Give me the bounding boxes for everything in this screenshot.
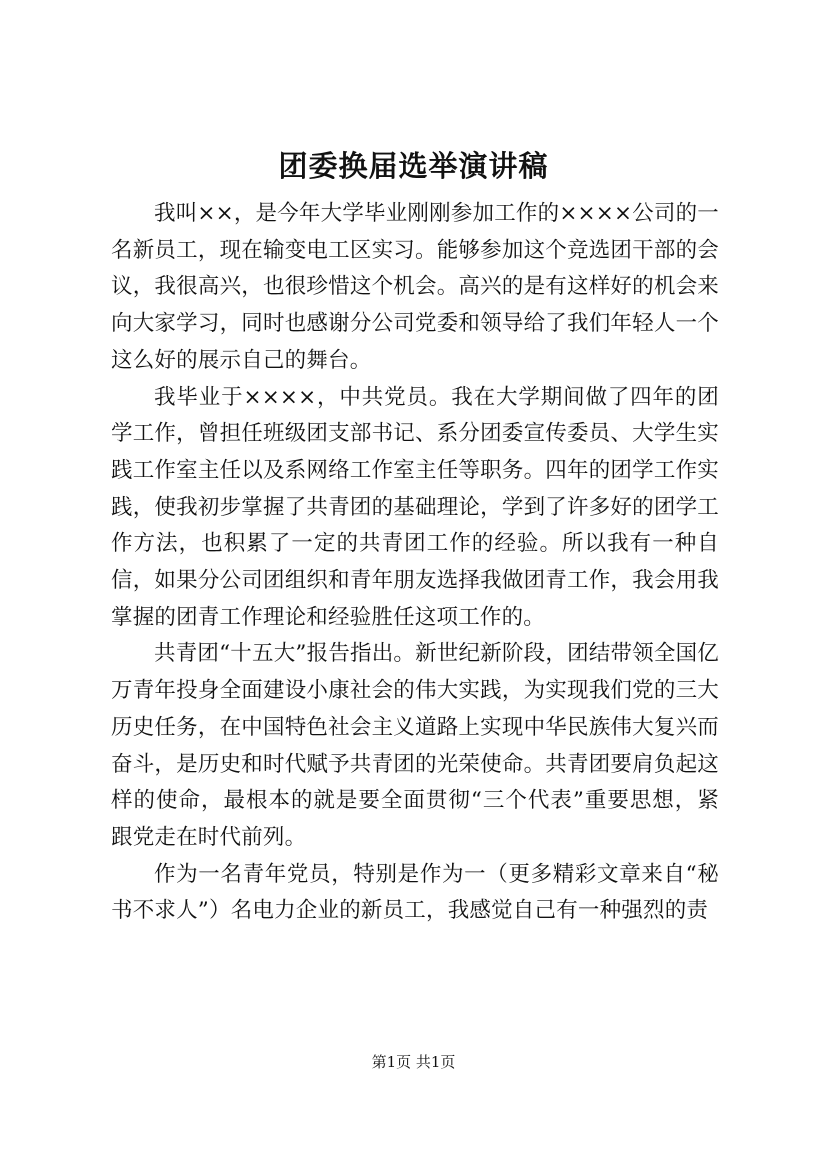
paragraph-2: 我毕业于××××，中共党员。我在大学期间做了四年的团学工作，曾担任班级团支部书记、系分团委宣传委员、大学生实践工作室主任以及系网络工作室主任等职务。四年的团学工作实践，使我初步掌握了共青团的基础理论，学到了许多好的团学工作方法，也积累了一定的共青团工作的经验。所以我有一种自信，如果分公司团组织和青年朋友选择我做团青工作，我会用我掌握的团青工作理论和经验胜任这项工作的。 [111,384,719,630]
document-body [111,196,719,930]
document-title: 团委换届选举演讲稿 [278,149,549,183]
paragraph-3: 共青团“十五大”报告指出。新世纪新阶段，团结带领全国亿万青年投身全面建设小康社会的伟大实践，为实现我们党的三大历史任务，在中国特色社会主义道路上实现中华民族伟大复兴而奋斗，是历史和时代赋予共青团的光荣使命。共青团要肩负起这样的使命，最根本的就是要全面贯彻“三个代表”重要思想，紧跟党走在时代前列。 [111,641,719,850]
paragraph-1: 我叫××，是今年大学毕业刚刚参加工作的××××公司的一名新员工，现在输变电工区实习。能够参加这个竞选团干部的会议，我很高兴，也很珍惜这个机会。高兴的是有这样好的机会来向大家学习，同时也感谢分公司党委和领导给了我们年轻人一个这么好的展示自己的舞台。 [111,201,719,373]
page-footer: 第1页 共1页 [371,1053,456,1071]
paragraph-4: 作为一名青年党员，特别是作为一（更多精彩文章来自“秘书不求人”）名电力企业的新员工，我感觉自己有一种强烈的责 [111,861,719,924]
